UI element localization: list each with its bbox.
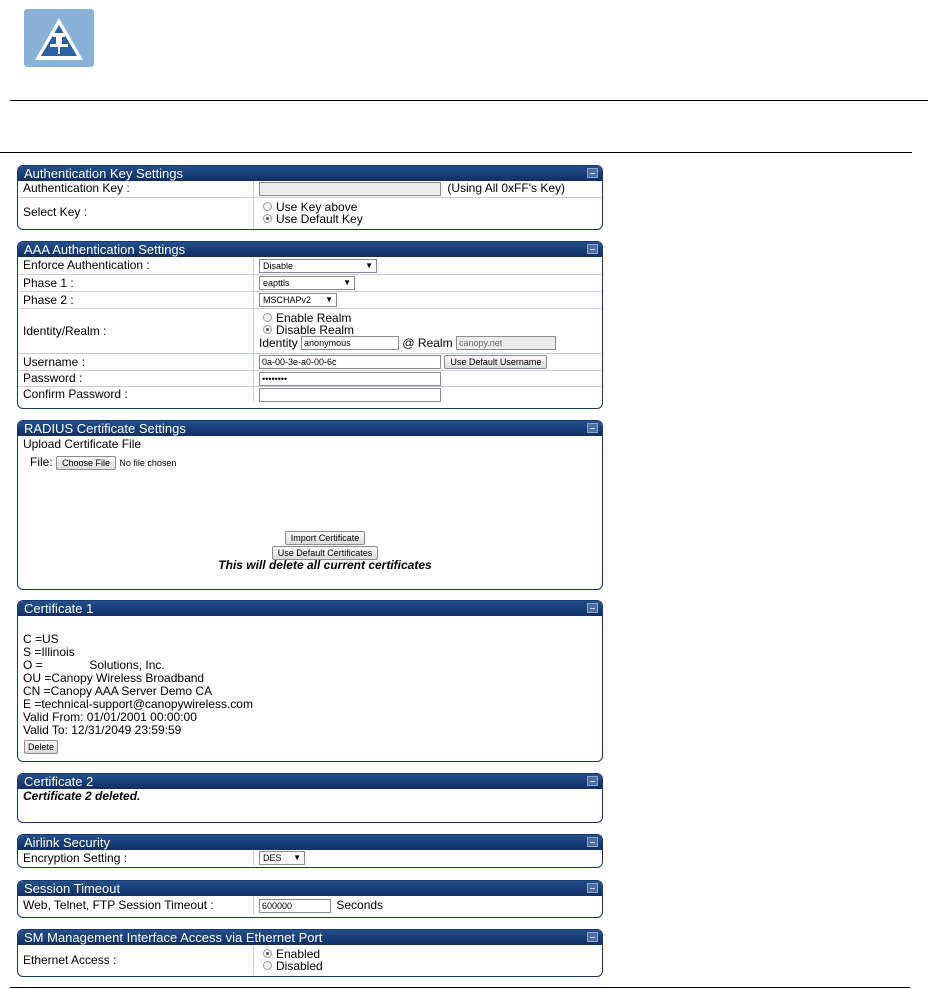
password-label: Password :	[18, 371, 254, 387]
radio-button-selected[interactable]	[263, 214, 272, 223]
bottom-rule	[10, 987, 910, 988]
radio-use-key-above[interactable]: Use Key above	[259, 201, 602, 213]
confirm-password-label: Confirm Password :	[18, 387, 254, 403]
upload-heading: Upload Certificate File	[23, 437, 142, 451]
panel-header	[18, 421, 602, 436]
sm-management-panel	[17, 929, 603, 977]
select-key-label: Select Key :	[18, 197, 254, 228]
panel-title: Certificate 1	[24, 601, 94, 616]
minimize-icon[interactable]	[587, 168, 598, 178]
encryption-label: Encryption Setting :	[18, 850, 254, 866]
auth-key-settings-panel	[17, 165, 603, 230]
pushpin-icon	[24, 9, 94, 67]
minimize-icon[interactable]	[587, 244, 598, 254]
phase2-label: Phase 2 :	[18, 292, 254, 309]
top-rule	[10, 100, 928, 101]
minimize-icon[interactable]	[587, 603, 598, 613]
identity-input[interactable]: anonymous	[301, 336, 399, 350]
certificate1-panel	[17, 600, 603, 762]
session-timeout-label: Web, Telnet, FTP Session Timeout :	[18, 896, 254, 915]
phase2-select[interactable]: MSCHAPv2 ▼	[259, 293, 337, 307]
radio-button[interactable]	[263, 961, 272, 970]
no-file-text: No file chosen	[119, 458, 177, 468]
radio-button-selected[interactable]	[263, 949, 272, 958]
cert-line-valid-to: Valid To: 12/31/2049 23:59:59	[23, 723, 182, 737]
encryption-select[interactable]: DES ▼	[259, 851, 305, 865]
panel-header	[18, 774, 602, 789]
cert-line-email: E =technical-support@canopywireless.com	[23, 697, 253, 711]
panel-header	[18, 930, 602, 945]
enforce-auth-select[interactable]: Disable ▼	[259, 259, 377, 273]
certificate2-panel	[17, 773, 603, 823]
aaa-settings-panel	[17, 241, 603, 409]
radio-button[interactable]	[263, 313, 272, 322]
confirm-password-input[interactable]	[259, 388, 441, 402]
panel-header	[18, 835, 602, 850]
phase1-label: Phase 1 :	[18, 275, 254, 292]
seconds-unit: Seconds	[336, 897, 384, 912]
minimize-icon[interactable]	[587, 883, 598, 893]
delete-certificate-button[interactable]: Delete	[24, 740, 58, 754]
username-label: Username :	[18, 354, 254, 371]
panel-header	[18, 881, 602, 896]
panel-title: RADIUS Certificate Settings	[24, 421, 186, 436]
password-input[interactable]: ••••••••	[259, 372, 441, 386]
radio-disable-realm[interactable]: Disable Realm	[259, 324, 602, 336]
radio-enable-realm[interactable]: Enable Realm	[259, 312, 602, 324]
cert-line-cn: CN =Canopy AAA Server Demo CA	[23, 684, 213, 698]
use-default-certificates-button[interactable]: Use Default Certificates	[272, 546, 379, 560]
realm-input[interactable]: canopy.net	[456, 336, 556, 350]
import-certificate-button[interactable]: Import Certificate	[285, 531, 366, 545]
airlink-security-panel	[17, 834, 603, 868]
auth-key-label: Authentication Key :	[18, 181, 254, 197]
cert-line-country: C =US	[23, 632, 59, 646]
panel-title: AAA Authentication Settings	[24, 242, 186, 257]
identity-field-label: Identity	[259, 335, 298, 350]
choose-file-button[interactable]: Choose File	[56, 456, 116, 470]
cert-line-state: S =Illinois	[23, 645, 75, 659]
ethernet-access-label: Ethernet Access :	[18, 945, 254, 975]
minimize-icon[interactable]	[587, 776, 598, 786]
identity-realm-label: Identity/Realm :	[18, 309, 254, 354]
minimize-icon[interactable]	[587, 837, 598, 847]
cert-line-ou: OU =Canopy Wireless Broadband	[23, 671, 205, 685]
panel-title: Authentication Key Settings	[24, 166, 183, 181]
cert-line-valid-from: Valid From: 01/01/2001 00:00:00	[23, 710, 197, 724]
auth-key-hint: (Using All 0xFF's Key)	[447, 180, 565, 195]
realm-field-label: @ Realm	[402, 335, 453, 350]
enforce-auth-label: Enforce Authentication :	[18, 257, 254, 275]
certificate2-status: Certificate 2 deleted.	[23, 789, 141, 803]
session-timeout-panel	[17, 880, 603, 918]
use-default-username-button[interactable]: Use Default Username	[444, 355, 547, 369]
panel-title: Certificate 2	[24, 774, 94, 789]
panel-title: Session Timeout	[24, 881, 121, 896]
section-rule	[0, 152, 912, 153]
username-input[interactable]: 0a-00-3e-a0-00-6c	[259, 355, 441, 369]
session-timeout-input[interactable]: 600000	[259, 899, 331, 913]
panel-header	[18, 601, 602, 616]
panel-title: SM Management Interface Access via Ethernet Port	[24, 930, 323, 945]
panel-title: Airlink Security	[24, 835, 110, 850]
minimize-icon[interactable]	[587, 423, 598, 433]
radio-use-default-key[interactable]: Use Default Key	[259, 213, 602, 225]
radio-disabled[interactable]: Disabled	[259, 960, 602, 972]
radio-button[interactable]	[263, 202, 272, 211]
radio-enabled[interactable]: Enabled	[259, 948, 602, 960]
file-label: File:	[30, 455, 53, 469]
radio-button-selected[interactable]	[263, 325, 272, 334]
auth-key-input[interactable]	[259, 182, 441, 196]
phase1-select[interactable]: eapttls ▼	[259, 276, 355, 290]
delete-warning-text: This will delete all current certificates	[218, 558, 432, 572]
panel-header	[18, 242, 602, 257]
minimize-icon[interactable]	[587, 932, 598, 942]
radius-certificate-panel	[17, 420, 603, 590]
cert-line-org: O = Solutions, Inc.	[23, 658, 165, 672]
panel-header	[18, 166, 602, 181]
